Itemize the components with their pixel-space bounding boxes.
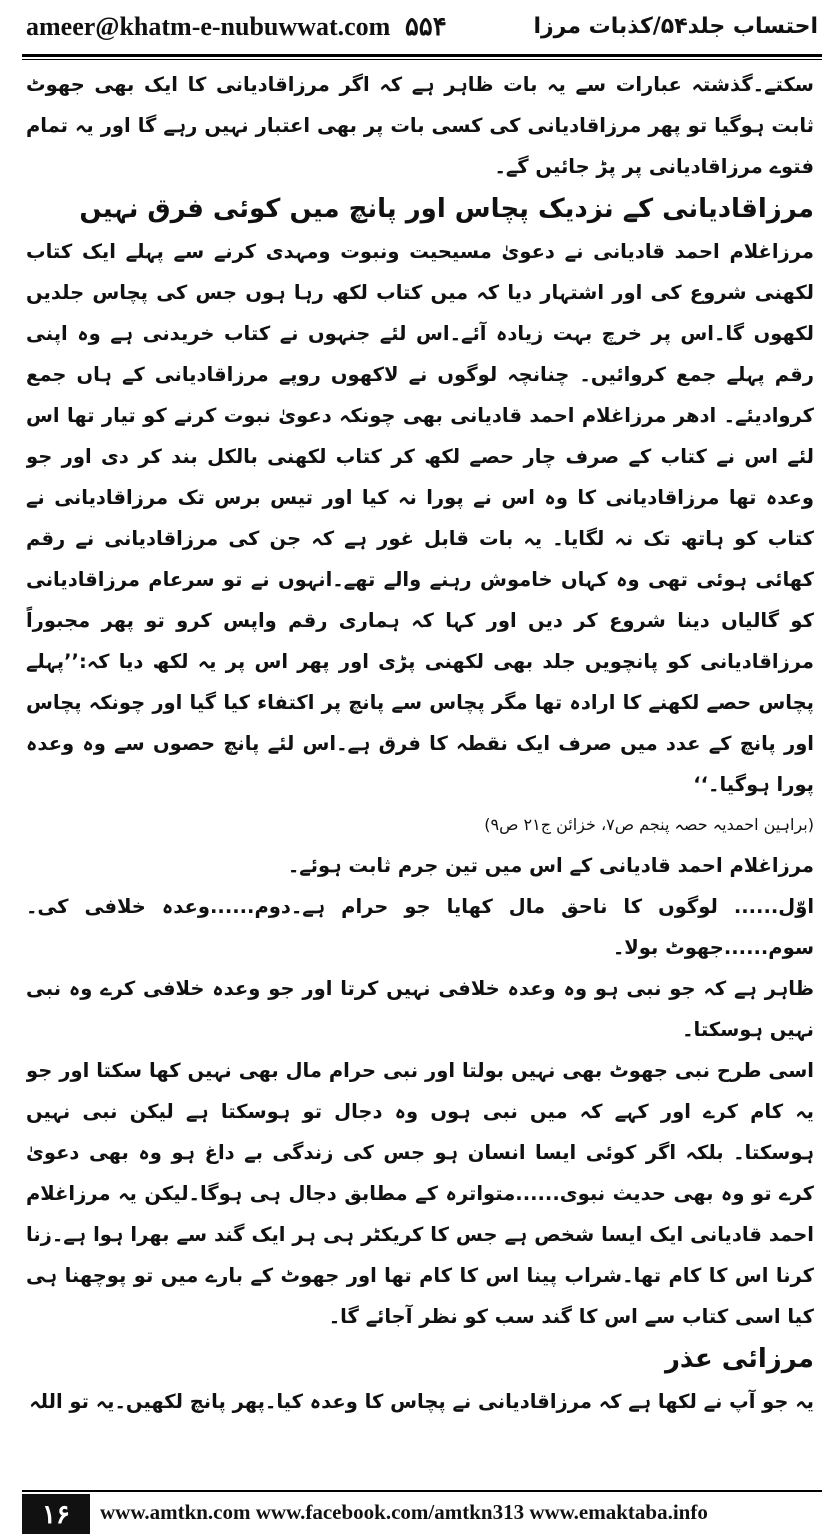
paragraph: مرزاغلام احمد قادیانی نے دعویٰ مسیحیت ونبوت ومہدی کرنے سے پہلے ایک کتاب لکھنی شروع کی اور اشتہار دیا کہ میں کتاب لکھ رہا ہوں جس کی پچاس جلدیں لکھوں گا۔اس پر خرچ بہت زیادہ آئے۔اس لئے جنہوں نے کتاب خریدنی ہے وہ اپنی رقم پہلے جمع کروائیں۔ چنانچہ لوگوں نے لاکھوں روپے مرزاقادیانی کے ہاں جمع کروادیئے۔ ادھر مرزاغلام احمد قادیانی بھی چونکہ دعویٰ نبوت کرنے کو تیار تھا اس لئے اس نے کتاب کے صرف چار حصے لکھ کر کتاب لکھنی بالکل بند کر دی اور جو وعدہ تھا مرزاقادیانی کا وہ اس نے پورا نہ کیا اور تیس برس تک مرزاقادیانی نے کتاب کو ہاتھ تک نہ لگایا۔ یہ بات قابل غور ہے کہ جن کی مرزاقادیانی نے رقم کھائی ہوئی تھی وہ کہاں خاموش رہنے والے تھے۔انہوں نے تو سرعام مرزاقادیانی کو گالیاں دینا شروع کر دیں اور کہا کہ ہماری رقم واپس کرو تو پھر مجبوراً مرزاقادیانی کو پانچویں جلد بھی لکھنی پڑی اور پھر اس پر یہ لکھ دیا کہ:’’پہلے پچاس حصے لکھنے کا ارادہ تھا مگر پچاس سے پانچ پر اکتفاء کیا گیا اور چونکہ پچاس اور پانچ کے عدد میں صرف ایک نقطہ کا فرق ہے۔اس لئے پانچ حصوں سے وہ وعدہ پورا ہوگیا۔‘‘ (26, 240, 814, 796)
paragraph: اسی طرح نبی جھوٹ بھی نہیں بولتا اور نبی حرام مال بھی نہیں کھا سکتا اور جو یہ کام کرے اور کہے کہ میں نبی ہوں وہ دجال تو ہوسکتا ہے لیکن نبی نہیں ہوسکتا۔ بلکہ اگر کوئی ایسا انسان ہو جس کی زندگی بے داغ ہو وہ بھی دعویٰ کرے تو وہ بھی حدیث نبوی......متواترہ کے مطابق دجال ہی ہوگا۔لیکن یہ مرزاغلام احمد قادیانی ایک ایسا شخص ہے جس کا کریکٹر ہی ہر ایک گند سے بھرا ہوا ہے۔زنا کرنا اس کا کام تھا۔شراب پینا اس کا کام تھا اور جھوٹ کے بارے میں تو پوچھنا ہی کیا اسی کتاب سے اس کا گند سب کو نظر آجائے گا۔ (26, 1059, 814, 1328)
paragraph: سکتے۔گذشتہ عبارات سے یہ بات ظاہر ہے کہ اگر مرزاقادیانی کا ایک بھی جھوٹ ثابت ہوگیا تو پھر مرزاقادیانی کی کسی بات پر بھی اعتبار نہیں رہے گا اور یہ تمام فتوے مرزاقادیانی پر پڑ جائیں گے۔ (26, 73, 814, 178)
header-book-title: احتساب جلد۵۴/کذبات مرزا (533, 14, 818, 39)
footer-rule (22, 1490, 822, 1492)
header-page-number: ۵۵۴ (404, 12, 447, 41)
header-rule-thin (22, 59, 822, 60)
section-heading: مرزاقادیانی کے نزدیک پچاس اور پانچ میں کوئی فرق نہیں (79, 194, 814, 224)
page-footer (0, 1490, 840, 1540)
page-header (0, 0, 840, 62)
footer-page-number: ۱۶ (22, 1494, 90, 1534)
header-left (26, 12, 447, 42)
paragraph: یہ جو آپ نے لکھا ہے کہ مرزاقادیانی نے پچاس کا وعدہ کیا۔پھر پانچ لکھیں۔یہ تو اللہ (29, 1390, 814, 1413)
paragraph: اوّل...... لوگوں کا ناحق مال کھایا جو حرام ہے۔دوم......وعدہ خلافی کی۔سوم......جھوٹ بولا۔ (26, 895, 814, 959)
paragraph: ظاہر ہے کہ جو نبی ہو وہ وعدہ خلافی نہیں کرتا اور جو وعدہ خلافی کرے وہ نبی نہیں ہوسکتا۔ (26, 977, 814, 1041)
page-body (26, 64, 814, 1462)
footer-links[interactable]: www.amtkn.com www.facebook.com/amtkn313 www.emaktaba.info (100, 1500, 708, 1524)
header-email: ameer@khatm-e-nubuwwat.com (26, 12, 391, 41)
section-heading: مرزائی عذر (664, 1344, 814, 1374)
paragraph: مرزاغلام احمد قادیانی کے اس میں تین جرم ثابت ہوئے۔ (287, 854, 814, 877)
header-rule (22, 54, 822, 57)
citation: (براہین احمدیہ حصہ پنجم ص۷، خزائن ج۲۱ ص۹) (484, 815, 814, 834)
